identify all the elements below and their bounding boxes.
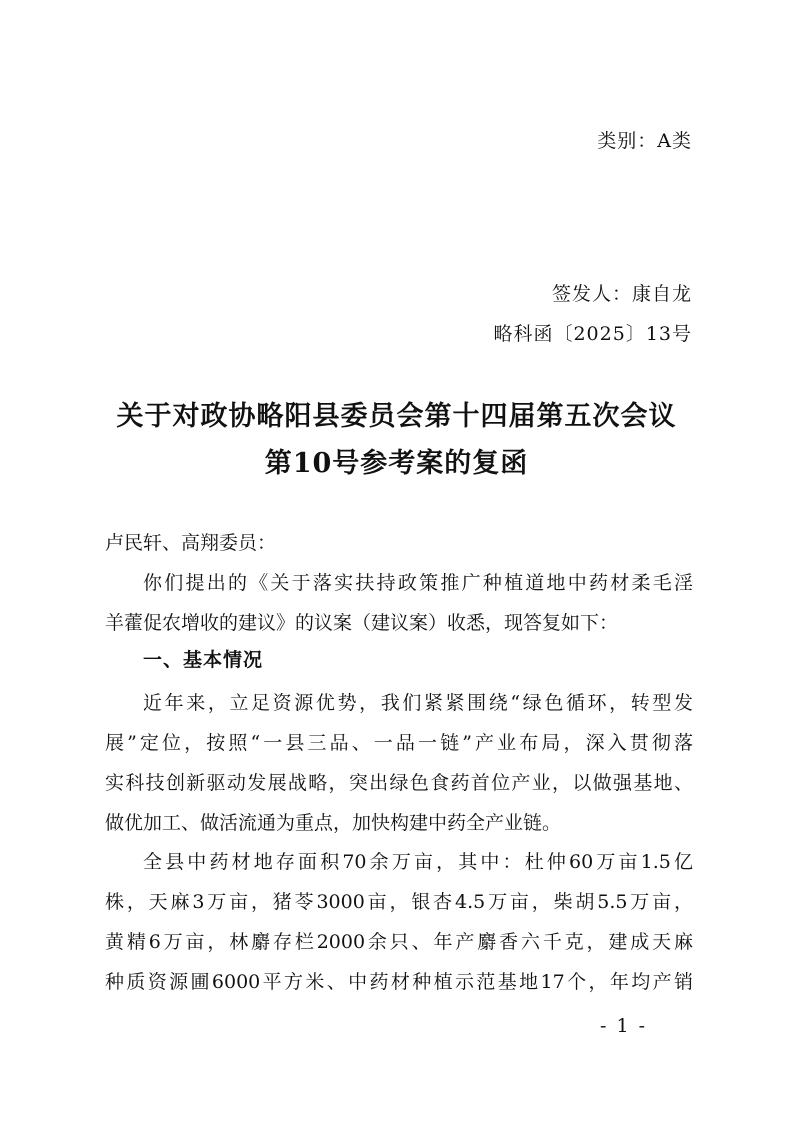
document-category: 类别：A类 [597, 130, 692, 152]
paragraph-line: 种质资源圃6000平方米、中药材种植示范基地17个，年均产销 [105, 971, 693, 993]
paragraph-line: 全县中药材地存面积70余万亩，其中：杜仲60万亩1.5亿 [143, 851, 693, 873]
document-title-line-1: 关于对政协略阳县委员会第十四届第五次会议 [116, 401, 677, 432]
paragraph-line: 黄精6万亩，林麝存栏2000余只、年产麝香六千克，建成天麻 [105, 931, 693, 953]
paragraph-line: 实科技创新驱动发展战略，突出绿色食药首位产业，以做强基地、 [105, 772, 693, 794]
paragraph-line: 你们提出的《关于落实扶持政策推广种植道地中药材柔毛淫 [143, 572, 693, 594]
paragraph-line: 株，天麻3万亩，猪苓3000亩，银杏4.5万亩，柴胡5.5万亩， [105, 891, 693, 913]
salutation: 卢民轩、高翔委员： [105, 532, 277, 554]
paragraph-line: 展”定位，按照“一县三品、一品一链”产业布局，深入贯彻落 [105, 732, 693, 754]
paragraph-line: 近年来，立足资源优势，我们紧紧围绕“绿色循环，转型发 [143, 692, 693, 714]
paragraph-intro [105, 563, 693, 643]
document-signer: 签发人：康自龙 [551, 283, 692, 305]
paragraph-background [105, 683, 693, 843]
document-number: 略科函〔2025〕13号 [493, 323, 692, 345]
paragraph-line: 做优加工、做活流通为重点，加快构建中药全产业链。 [105, 812, 562, 834]
section-heading-basic-situation: 一、基本情况 [143, 649, 264, 671]
document-title-line-2: 第10号参考案的复函 [264, 448, 529, 479]
page-number: - 1 - [600, 1015, 648, 1037]
paragraph-statistics [105, 842, 693, 1002]
paragraph-line: 羊藿促农增收的建议》的议案（建议案）收悉，现答复如下： [105, 612, 619, 634]
